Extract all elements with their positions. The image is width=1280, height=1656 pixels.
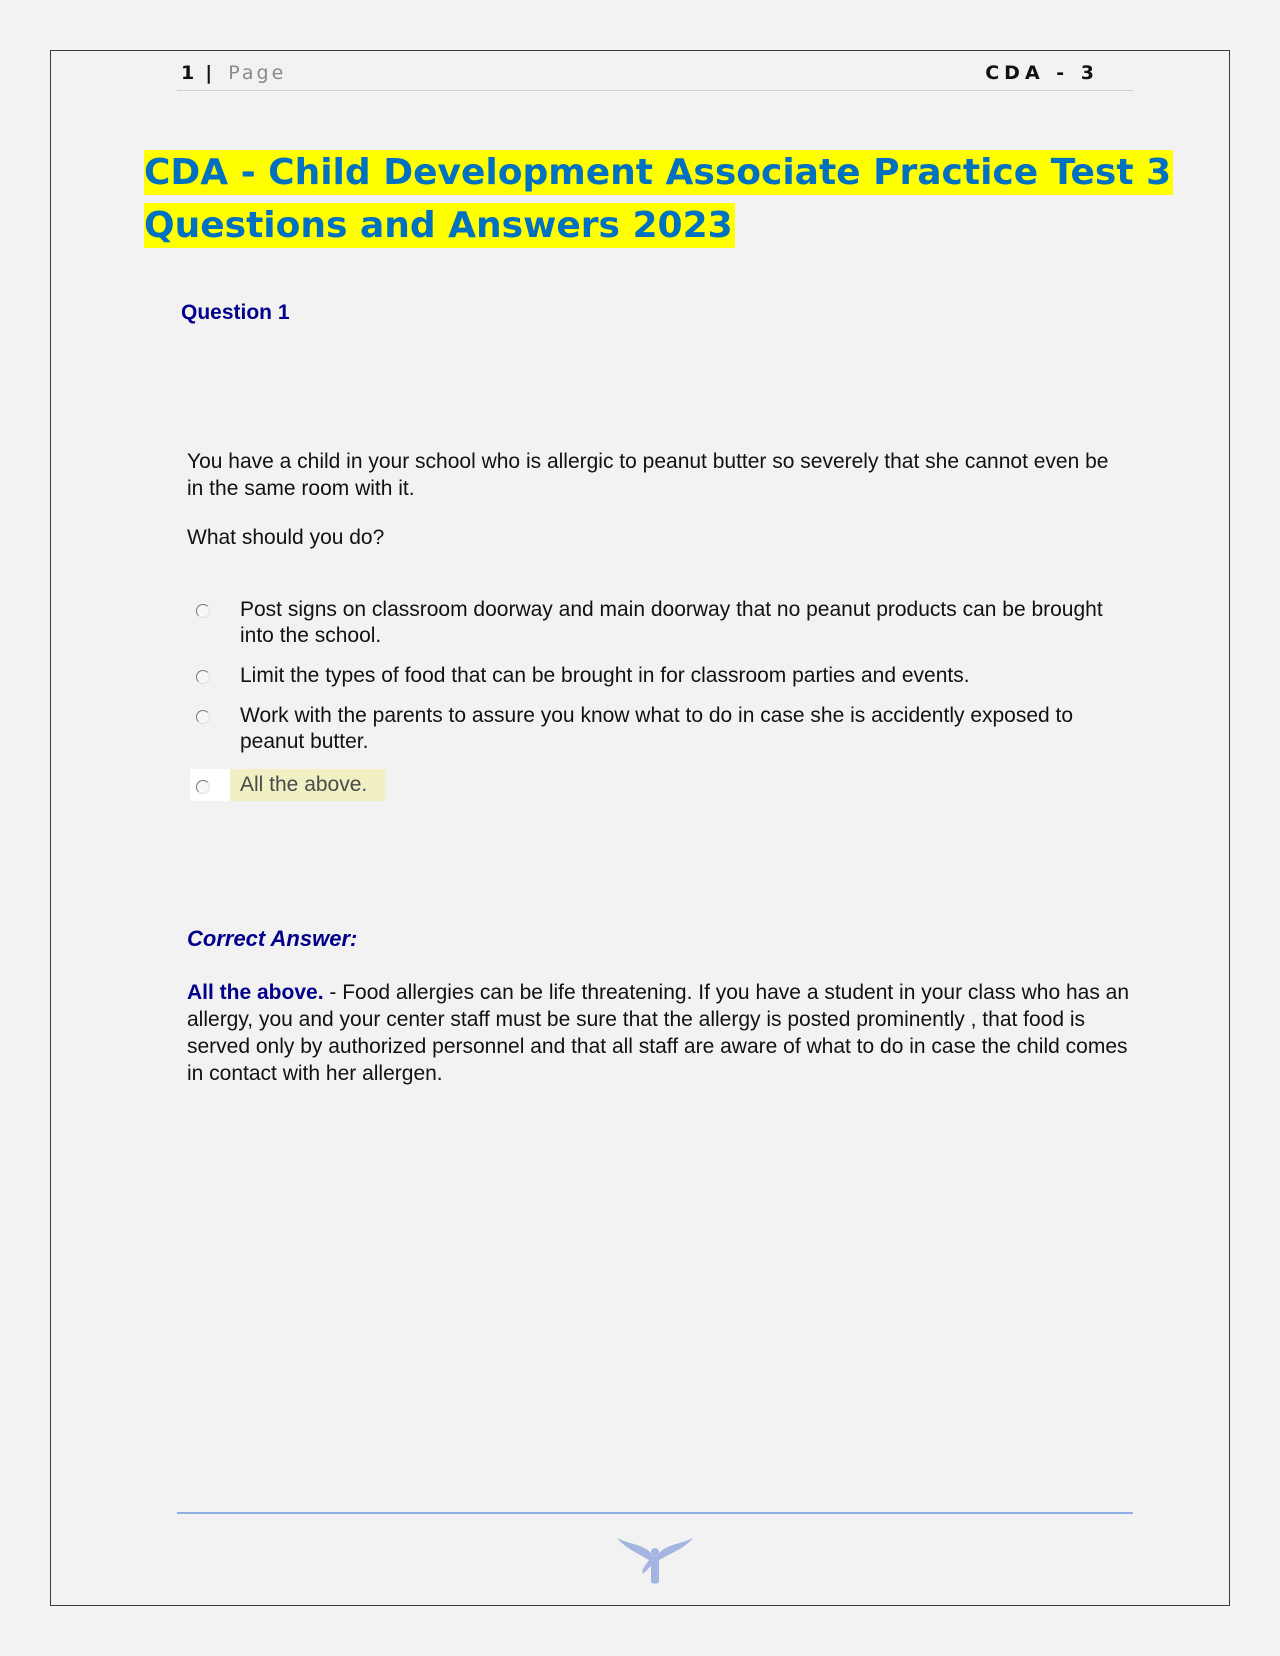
page-number: 1 <box>181 62 198 84</box>
option-label: Post signs on classroom doorway and main doorway that no peanut products can be brought into the school. <box>240 598 1103 647</box>
answer-explanation <box>187 979 1132 1087</box>
option-4[interactable] <box>190 769 385 801</box>
option-label: All the above. <box>230 769 385 801</box>
option-label: Work with the parents to assure you know what to do in case she is accidently exposed to peanut butter. <box>240 704 1074 753</box>
radio-icon[interactable] <box>196 604 210 618</box>
footer-divider <box>177 1512 1133 1514</box>
question-ask: What should you do? <box>187 526 385 549</box>
page-indicator <box>181 62 286 84</box>
question-heading: Question 1 <box>181 301 290 324</box>
option-2[interactable] <box>190 663 1130 689</box>
radio-icon[interactable] <box>196 710 210 724</box>
page-separator: | <box>205 62 216 84</box>
correct-answer-heading: Correct Answer: <box>187 926 358 951</box>
page-word: Page <box>228 62 287 84</box>
radio-icon[interactable] <box>196 670 210 684</box>
doc-code: CDA - 3 <box>985 62 1099 84</box>
correct-answer-label: All the above. <box>187 981 324 1004</box>
title-line-1: CDA - Child Development Associate Practice Test 3 <box>144 152 1172 193</box>
radio-icon[interactable] <box>196 780 210 794</box>
page-header <box>177 62 1133 91</box>
title-line-2: Questions and Answers 2023 <box>144 205 733 246</box>
question-text: You have a child in your school who is allergic to peanut butter so severely that she cannot even be in the same room with it. <box>187 450 1109 500</box>
explanation-text: - Food allergies can be life threatening. If you have a student in your class who has an allergy, you and your center staff must be sure that the allergy is posted prominently , that food is served only by authorized personnel and that all staff are aware of what to do in case the child comes in contact with her allergen. <box>187 981 1130 1085</box>
answer-options <box>190 597 1130 815</box>
option-1[interactable] <box>190 597 1130 649</box>
bird-logo-icon <box>615 1530 695 1586</box>
option-label: Limit the types of food that can be brought in for classroom parties and events. <box>240 664 970 687</box>
document-page <box>50 50 1230 1606</box>
radio-wrap <box>190 769 230 801</box>
option-3[interactable] <box>190 703 1130 755</box>
document-title <box>144 146 1204 252</box>
